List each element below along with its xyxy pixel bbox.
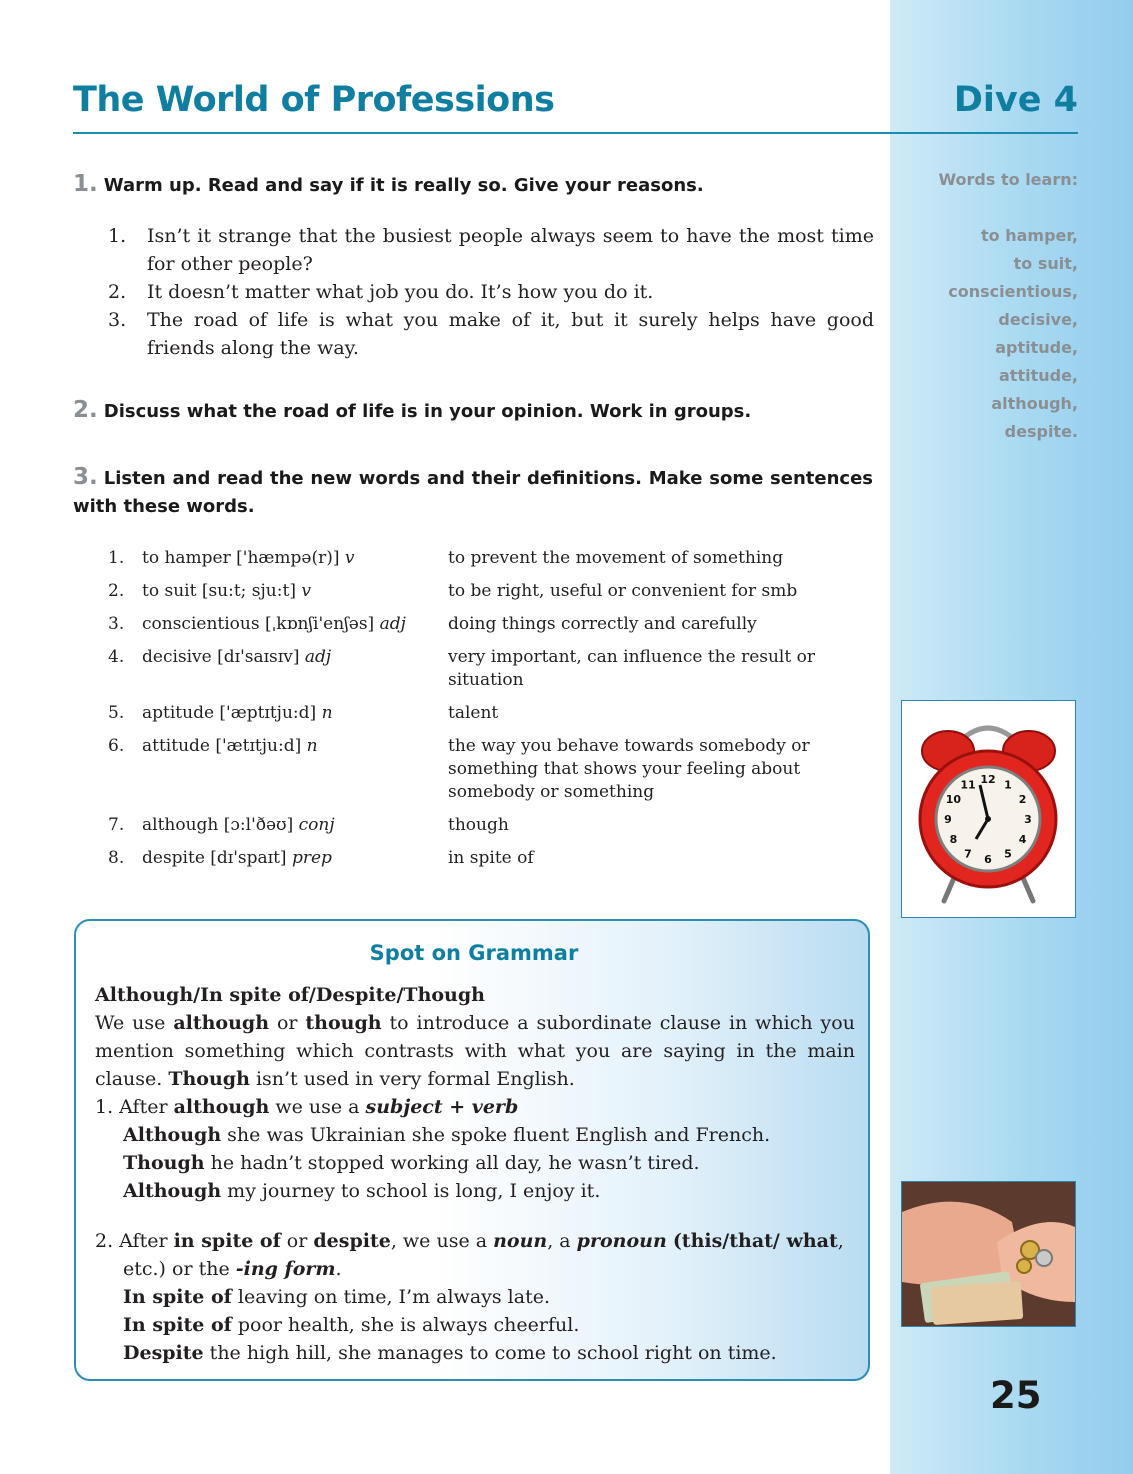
hands-with-money-icon	[902, 1182, 1075, 1326]
instruction-text: Discuss what the road of life is in your opinion. Work in groups.	[103, 401, 752, 422]
words-to-learn-label: Words to learn:	[938, 170, 1078, 189]
clock-numeral: 6	[984, 853, 992, 866]
grammar-body	[95, 981, 855, 1367]
vocab-row: 1. to hamper ['hæmpə(r)] v to prevent the movement of something	[108, 548, 784, 568]
grammar-rule-1: 1. After although we use a subject + verb	[95, 1096, 519, 1118]
word-item: attitude,	[999, 366, 1078, 385]
grammar-intro: We use although or though to introduce a subordinate clause in which you mention something which contrasts with what you are saying in the main clause. Though isn’t used in very formal English.	[95, 1012, 855, 1090]
alarm-clock-image	[901, 700, 1076, 918]
example-sentence: Although my journey to school is long, I enjoy it.	[123, 1180, 601, 1202]
clock-numeral: 4	[1018, 833, 1027, 846]
instruction-text: Warm up. Read and say if it is really so. Give your reasons.	[103, 175, 704, 196]
word-item: to hamper,	[981, 226, 1078, 245]
vocab-row: 7. although [ɔ:l'ðəʊ] conj though	[108, 815, 509, 835]
clock-numeral: 11	[960, 778, 976, 792]
alarm-clock-icon	[902, 701, 1075, 917]
instruction-text: Listen and read the new words and their definitions. Make some sentences with these words.	[73, 468, 873, 517]
exercise-2-instruction	[73, 396, 873, 426]
exercise-1-list	[108, 222, 874, 362]
grammar-box	[74, 919, 870, 1381]
word-item: although,	[991, 394, 1078, 413]
vocab-row: 2. to suit [su:t; sju:t] v to be right, useful or convenient for smb	[108, 581, 798, 601]
clock-numeral: 10	[945, 793, 962, 806]
clock-numeral: 2	[1018, 793, 1027, 806]
hands-with-coins-image	[901, 1181, 1076, 1327]
example-sentence: Though he hadn’t stopped working all day, he wasn’t tired.	[123, 1152, 700, 1174]
vocab-row: 6. attitude ['ætɪtju:d] n the way you behave towards somebody or something that shows your feeling about somebody or something	[108, 736, 810, 802]
unit-label: Dive 4	[953, 80, 1078, 120]
exercise-number: 2.	[73, 397, 98, 423]
page-title: The World of Professions	[73, 80, 555, 120]
clock-numeral: 7	[964, 847, 972, 861]
vocab-row: 4. decisive [dɪ'saɪsɪv] adj very important, can influence the result or situation	[108, 647, 815, 690]
vocab-row: 3. conscientious [ˌkɒnʃi'enʃəs] adj doing things correctly and carefully	[108, 614, 757, 634]
grammar-title: Spot on Grammar	[369, 941, 579, 965]
page-number: 25	[990, 1374, 1042, 1417]
words-to-learn	[938, 166, 1078, 446]
vocabulary-table	[108, 547, 874, 880]
clock-numeral: 12	[980, 773, 996, 786]
word-item: aptitude,	[995, 338, 1078, 357]
clock-numeral: 8	[949, 833, 958, 846]
exercise-number: 3.	[73, 464, 98, 490]
clock-numeral: 5	[1004, 847, 1012, 861]
word-item: despite.	[1004, 422, 1078, 441]
list-item: 2. It doesn’t matter what job you do. It’s how you do it.	[108, 281, 654, 303]
word-item: to suit,	[1013, 254, 1078, 273]
example-sentence: Although she was Ukrainian she spoke fluent English and French.	[123, 1124, 771, 1146]
example-sentence: In spite of leaving on time, I’m always late.	[123, 1286, 550, 1308]
list-item: 1. Isn’t it strange that the busiest people always seem to have the most time for other people?	[108, 225, 874, 275]
clock-numeral: 9	[944, 813, 952, 826]
word-item: decisive,	[998, 310, 1078, 329]
grammar-rule-2: 2. After in spite of or despite, we use a noun, a pronoun (this/that/ what, etc.) or the -ing form.	[95, 1230, 844, 1280]
list-item: 3. The road of life is what you make of it, but it surely helps have good friends along the way.	[108, 309, 874, 359]
exercise-1-instruction	[73, 170, 873, 200]
clock-numeral: 3	[1024, 813, 1032, 826]
example-sentence: Despite the high hill, she manages to come to school right on time.	[123, 1342, 777, 1364]
grammar-heading: Although/In spite of/Despite/Though	[95, 984, 485, 1006]
exercise-number: 1.	[73, 171, 98, 197]
vocab-row: 5. aptitude ['æptɪtju:d] n talent	[108, 703, 499, 723]
word-item: conscientious,	[948, 282, 1078, 301]
example-sentence: In spite of poor health, she is always cheerful.	[123, 1314, 580, 1336]
header-rule	[73, 132, 1078, 134]
vocab-row: 8. despite [dɪ'spaɪt] prep in spite of	[108, 848, 534, 868]
clock-numeral: 1	[1004, 778, 1012, 792]
exercise-3-instruction	[73, 463, 873, 521]
